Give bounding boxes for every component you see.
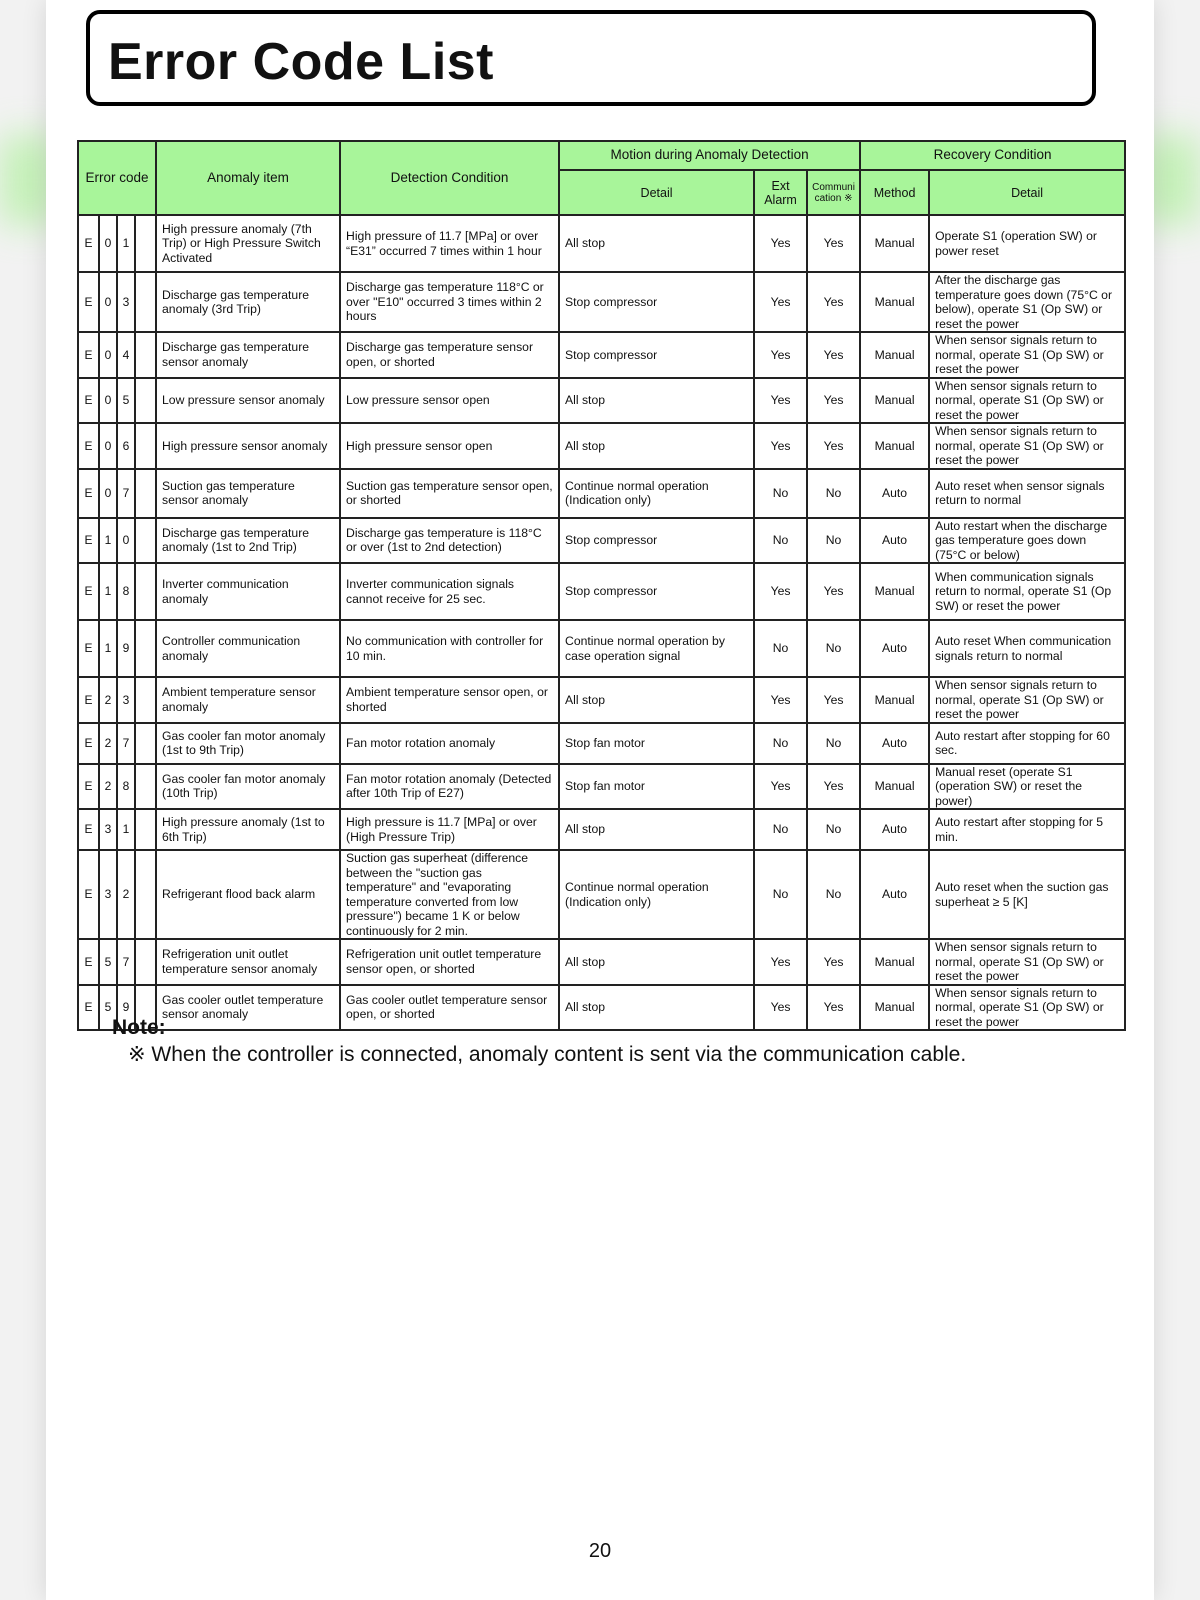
code-spacer — [135, 677, 156, 723]
code-spacer — [135, 939, 156, 985]
anomaly-item-cell: Ambient temperature sensor anomaly — [156, 677, 340, 723]
error-code-table — [77, 140, 1126, 1031]
code-letter: E — [78, 215, 99, 272]
communication-cell: No — [807, 620, 860, 677]
communication-cell: Yes — [807, 563, 860, 620]
recovery-detail-cell: When sensor signals return to normal, operate S1 (Op SW) or reset the power — [929, 332, 1125, 378]
method-cell: Manual — [860, 677, 929, 723]
code-letter: E — [78, 272, 99, 332]
code-digit-2: 2 — [117, 850, 135, 939]
note-section — [112, 1016, 966, 1067]
detection-condition-cell: High pressure sensor open — [340, 423, 559, 469]
method-cell: Auto — [860, 850, 929, 939]
communication-cell: No — [807, 518, 860, 564]
page-number: 20 — [588, 1540, 612, 1562]
recovery-detail-cell: When sensor signals return to normal, operate S1 (Op SW) or reset the power — [929, 939, 1125, 985]
motion-detail-cell: All stop — [559, 939, 754, 985]
code-digit-2: 3 — [117, 272, 135, 332]
table-row — [78, 215, 1125, 272]
ext-alarm-cell: No — [754, 518, 807, 564]
recovery-detail-cell: Auto restart when the discharge gas temperature goes down (75°C or below) — [929, 518, 1125, 564]
anomaly-item-cell: High pressure anomaly (1st to 6th Trip) — [156, 809, 340, 850]
table-row — [78, 620, 1125, 677]
method-cell: Auto — [860, 809, 929, 850]
ext-alarm-cell: Yes — [754, 764, 807, 810]
method-cell: Auto — [860, 723, 929, 764]
detection-condition-cell: Low pressure sensor open — [340, 378, 559, 424]
recovery-detail-cell: When sensor signals return to normal, operate S1 (Op SW) or reset the power — [929, 378, 1125, 424]
code-spacer — [135, 272, 156, 332]
code-letter: E — [78, 939, 99, 985]
communication-cell: No — [807, 850, 860, 939]
motion-detail-cell: Stop compressor — [559, 518, 754, 564]
table-row — [78, 939, 1125, 985]
header-error-code: Error code — [78, 141, 156, 215]
recovery-detail-cell: Auto reset When communication signals return to normal — [929, 620, 1125, 677]
recovery-detail-cell: Auto reset when sensor signals return to normal — [929, 469, 1125, 518]
code-digit-2: 9 — [117, 985, 135, 1031]
method-cell: Auto — [860, 469, 929, 518]
ext-alarm-cell: Yes — [754, 563, 807, 620]
code-digit-2: 5 — [117, 378, 135, 424]
code-letter: E — [78, 423, 99, 469]
code-digit-1: 1 — [99, 518, 117, 564]
code-digit-1: 5 — [99, 939, 117, 985]
table-row — [78, 850, 1125, 939]
code-letter: E — [78, 850, 99, 939]
code-spacer — [135, 423, 156, 469]
code-digit-1: 0 — [99, 272, 117, 332]
header-recovery-group: Recovery Condition — [860, 141, 1125, 170]
communication-cell: Yes — [807, 423, 860, 469]
method-cell: Manual — [860, 378, 929, 424]
communication-cell: Yes — [807, 985, 860, 1031]
recovery-detail-cell: When sensor signals return to normal, operate S1 (Op SW) or reset the power — [929, 677, 1125, 723]
motion-detail-cell: Continue normal operation (Indication only) — [559, 850, 754, 939]
ext-alarm-cell: Yes — [754, 939, 807, 985]
table-row — [78, 563, 1125, 620]
code-digit-2: 1 — [117, 215, 135, 272]
header-recovery-detail: Detail — [929, 170, 1125, 215]
code-spacer — [135, 518, 156, 564]
code-digit-2: 1 — [117, 809, 135, 850]
table-row — [78, 518, 1125, 564]
code-digit-1: 0 — [99, 215, 117, 272]
header-ext-alarm: Ext Alarm — [754, 170, 807, 215]
header-motion-group: Motion during Anomaly Detection — [559, 141, 860, 170]
header-communication: Communi cation ※ — [807, 170, 860, 215]
motion-detail-cell: Stop compressor — [559, 272, 754, 332]
ext-alarm-cell: Yes — [754, 423, 807, 469]
code-digit-1: 0 — [99, 423, 117, 469]
method-cell: Auto — [860, 518, 929, 564]
communication-cell: Yes — [807, 332, 860, 378]
communication-cell: Yes — [807, 272, 860, 332]
recovery-detail-cell: Operate S1 (operation SW) or power reset — [929, 215, 1125, 272]
ext-alarm-cell: No — [754, 469, 807, 518]
method-cell: Manual — [860, 272, 929, 332]
code-digit-2: 7 — [117, 469, 135, 518]
table-row — [78, 272, 1125, 332]
code-letter: E — [78, 620, 99, 677]
recovery-detail-cell: Auto restart after stopping for 5 min. — [929, 809, 1125, 850]
code-digit-2: 3 — [117, 677, 135, 723]
detection-condition-cell: Discharge gas temperature 118°C or over "E10" occurred 3 times within 2 hours — [340, 272, 559, 332]
code-digit-1: 0 — [99, 378, 117, 424]
ext-alarm-cell: No — [754, 620, 807, 677]
table-row — [78, 423, 1125, 469]
detection-condition-cell: Gas cooler outlet temperature sensor open, or shorted — [340, 985, 559, 1031]
code-digit-2: 4 — [117, 332, 135, 378]
recovery-detail-cell: After the discharge gas temperature goes down (75°C or below), operate S1 (Op SW) or reset the power — [929, 272, 1125, 332]
anomaly-item-cell: Inverter communication anomaly — [156, 563, 340, 620]
anomaly-item-cell: Discharge gas temperature anomaly (1st to 2nd Trip) — [156, 518, 340, 564]
recovery-detail-cell: Auto restart after stopping for 60 sec. — [929, 723, 1125, 764]
communication-cell: No — [807, 469, 860, 518]
code-spacer — [135, 850, 156, 939]
motion-detail-cell: Stop compressor — [559, 563, 754, 620]
code-spacer — [135, 809, 156, 850]
code-spacer — [135, 378, 156, 424]
recovery-detail-cell: Manual reset (operate S1 (operation SW) or reset the power) — [929, 764, 1125, 810]
motion-detail-cell: Stop compressor — [559, 332, 754, 378]
anomaly-item-cell: High pressure anomaly (7th Trip) or High Pressure Switch Activated — [156, 215, 340, 272]
detection-condition-cell: Refrigeration unit outlet temperature sensor open, or shorted — [340, 939, 559, 985]
anomaly-item-cell: Gas cooler fan motor anomaly (1st to 9th Trip) — [156, 723, 340, 764]
table-row — [78, 378, 1125, 424]
code-letter: E — [78, 332, 99, 378]
code-spacer — [135, 469, 156, 518]
communication-cell: Yes — [807, 215, 860, 272]
header-method: Method — [860, 170, 929, 215]
code-digit-1: 1 — [99, 620, 117, 677]
code-spacer — [135, 764, 156, 810]
detection-condition-cell: Discharge gas temperature sensor open, or shorted — [340, 332, 559, 378]
table-row — [78, 677, 1125, 723]
anomaly-item-cell: Gas cooler outlet temperature sensor anomaly — [156, 985, 340, 1031]
motion-detail-cell: All stop — [559, 985, 754, 1031]
detection-condition-cell: Fan motor rotation anomaly — [340, 723, 559, 764]
code-digit-1: 3 — [99, 850, 117, 939]
code-digit-2: 8 — [117, 563, 135, 620]
motion-detail-cell: Stop fan motor — [559, 723, 754, 764]
method-cell: Auto — [860, 620, 929, 677]
header-detection-condition: Detection Condition — [340, 141, 559, 215]
motion-detail-cell: Continue normal operation (Indication only) — [559, 469, 754, 518]
recovery-detail-cell: When communication signals return to normal, operate S1 (Op SW) or reset the power — [929, 563, 1125, 620]
header-anomaly-item: Anomaly item — [156, 141, 340, 215]
anomaly-item-cell: Discharge gas temperature anomaly (3rd Trip) — [156, 272, 340, 332]
code-digit-2: 6 — [117, 423, 135, 469]
code-digit-1: 2 — [99, 723, 117, 764]
ext-alarm-cell: Yes — [754, 215, 807, 272]
code-spacer — [135, 620, 156, 677]
table-row — [78, 332, 1125, 378]
anomaly-item-cell: Low pressure sensor anomaly — [156, 378, 340, 424]
anomaly-item-cell: Discharge gas temperature sensor anomaly — [156, 332, 340, 378]
communication-cell: Yes — [807, 939, 860, 985]
code-digit-1: 0 — [99, 469, 117, 518]
communication-cell: Yes — [807, 677, 860, 723]
ext-alarm-cell: No — [754, 809, 807, 850]
communication-cell: Yes — [807, 764, 860, 810]
code-letter: E — [78, 563, 99, 620]
code-letter: E — [78, 518, 99, 564]
table-row — [78, 723, 1125, 764]
anomaly-item-cell: Refrigerant flood back alarm — [156, 850, 340, 939]
code-digit-1: 2 — [99, 764, 117, 810]
motion-detail-cell: All stop — [559, 378, 754, 424]
recovery-detail-cell: When sensor signals return to normal, operate S1 (Op SW) or reset the power — [929, 423, 1125, 469]
communication-cell: No — [807, 809, 860, 850]
motion-detail-cell: All stop — [559, 809, 754, 850]
method-cell: Manual — [860, 423, 929, 469]
detection-condition-cell: No communication with controller for 10 min. — [340, 620, 559, 677]
header-motion-detail: Detail — [559, 170, 754, 215]
code-letter: E — [78, 809, 99, 850]
recovery-detail-cell: Auto reset when the suction gas superheat ≥ 5 [K] — [929, 850, 1125, 939]
detection-condition-cell: Suction gas temperature sensor open, or shorted — [340, 469, 559, 518]
code-digit-2: 7 — [117, 723, 135, 764]
ext-alarm-cell: No — [754, 850, 807, 939]
anomaly-item-cell: Suction gas temperature sensor anomaly — [156, 469, 340, 518]
title-box — [86, 10, 1096, 106]
code-digit-2: 7 — [117, 939, 135, 985]
code-spacer — [135, 563, 156, 620]
document-page — [46, 0, 1154, 1600]
code-digit-1: 3 — [99, 809, 117, 850]
code-digit-1: 1 — [99, 563, 117, 620]
detection-condition-cell: Ambient temperature sensor open, or shorted — [340, 677, 559, 723]
note-label: Note: — [112, 1016, 166, 1039]
motion-detail-cell: Stop fan motor — [559, 764, 754, 810]
detection-condition-cell: Inverter communication signals cannot receive for 25 sec. — [340, 563, 559, 620]
ext-alarm-cell: Yes — [754, 332, 807, 378]
ext-alarm-cell: Yes — [754, 985, 807, 1031]
detection-condition-cell: Suction gas superheat (difference between the "suction gas temperature" and "evaporating temperature converted from low pressure") became 1 K or below continuously for 2 min. — [340, 850, 559, 939]
anomaly-item-cell: Controller communication anomaly — [156, 620, 340, 677]
code-spacer — [135, 215, 156, 272]
code-digit-2: 0 — [117, 518, 135, 564]
anomaly-item-cell: Refrigeration unit outlet temperature sensor anomaly — [156, 939, 340, 985]
code-spacer — [135, 723, 156, 764]
method-cell: Manual — [860, 985, 929, 1031]
detection-condition-cell: Discharge gas temperature is 118°C or over (1st to 2nd detection) — [340, 518, 559, 564]
code-digit-2: 8 — [117, 764, 135, 810]
table-row — [78, 809, 1125, 850]
ext-alarm-cell: Yes — [754, 378, 807, 424]
code-letter: E — [78, 677, 99, 723]
code-letter: E — [78, 723, 99, 764]
code-spacer — [135, 332, 156, 378]
code-digit-1: 0 — [99, 332, 117, 378]
code-digit-2: 9 — [117, 620, 135, 677]
method-cell: Manual — [860, 215, 929, 272]
code-letter: E — [78, 985, 99, 1031]
note-text: ※ When the controller is connected, anomaly content is sent via the communication cable. — [128, 1043, 967, 1066]
ext-alarm-cell: Yes — [754, 272, 807, 332]
code-digit-1: 2 — [99, 677, 117, 723]
table-row — [78, 764, 1125, 810]
anomaly-item-cell: Gas cooler fan motor anomaly (10th Trip) — [156, 764, 340, 810]
detection-condition-cell: Fan motor rotation anomaly (Detected after 10th Trip of E27) — [340, 764, 559, 810]
communication-cell: No — [807, 723, 860, 764]
detection-condition-cell: High pressure is 11.7 [MPa] or over (High Pressure Trip) — [340, 809, 559, 850]
code-digit-1: 5 — [99, 985, 117, 1031]
method-cell: Manual — [860, 332, 929, 378]
ext-alarm-cell: No — [754, 723, 807, 764]
detection-condition-cell: High pressure of 11.7 [MPa] or over “E31” occurred 7 times within 1 hour — [340, 215, 559, 272]
recovery-detail-cell: When sensor signals return to normal, operate S1 (Op SW) or reset the power — [929, 985, 1125, 1031]
method-cell: Manual — [860, 563, 929, 620]
motion-detail-cell: All stop — [559, 423, 754, 469]
method-cell: Manual — [860, 764, 929, 810]
ext-alarm-cell: Yes — [754, 677, 807, 723]
code-letter: E — [78, 764, 99, 810]
communication-cell: Yes — [807, 378, 860, 424]
code-letter: E — [78, 378, 99, 424]
motion-detail-cell: Continue normal operation by case operation signal — [559, 620, 754, 677]
table-row — [78, 469, 1125, 518]
page-title: Error Code List — [108, 33, 494, 91]
code-letter: E — [78, 469, 99, 518]
anomaly-item-cell: High pressure sensor anomaly — [156, 423, 340, 469]
method-cell: Manual — [860, 939, 929, 985]
motion-detail-cell: All stop — [559, 677, 754, 723]
motion-detail-cell: All stop — [559, 215, 754, 272]
